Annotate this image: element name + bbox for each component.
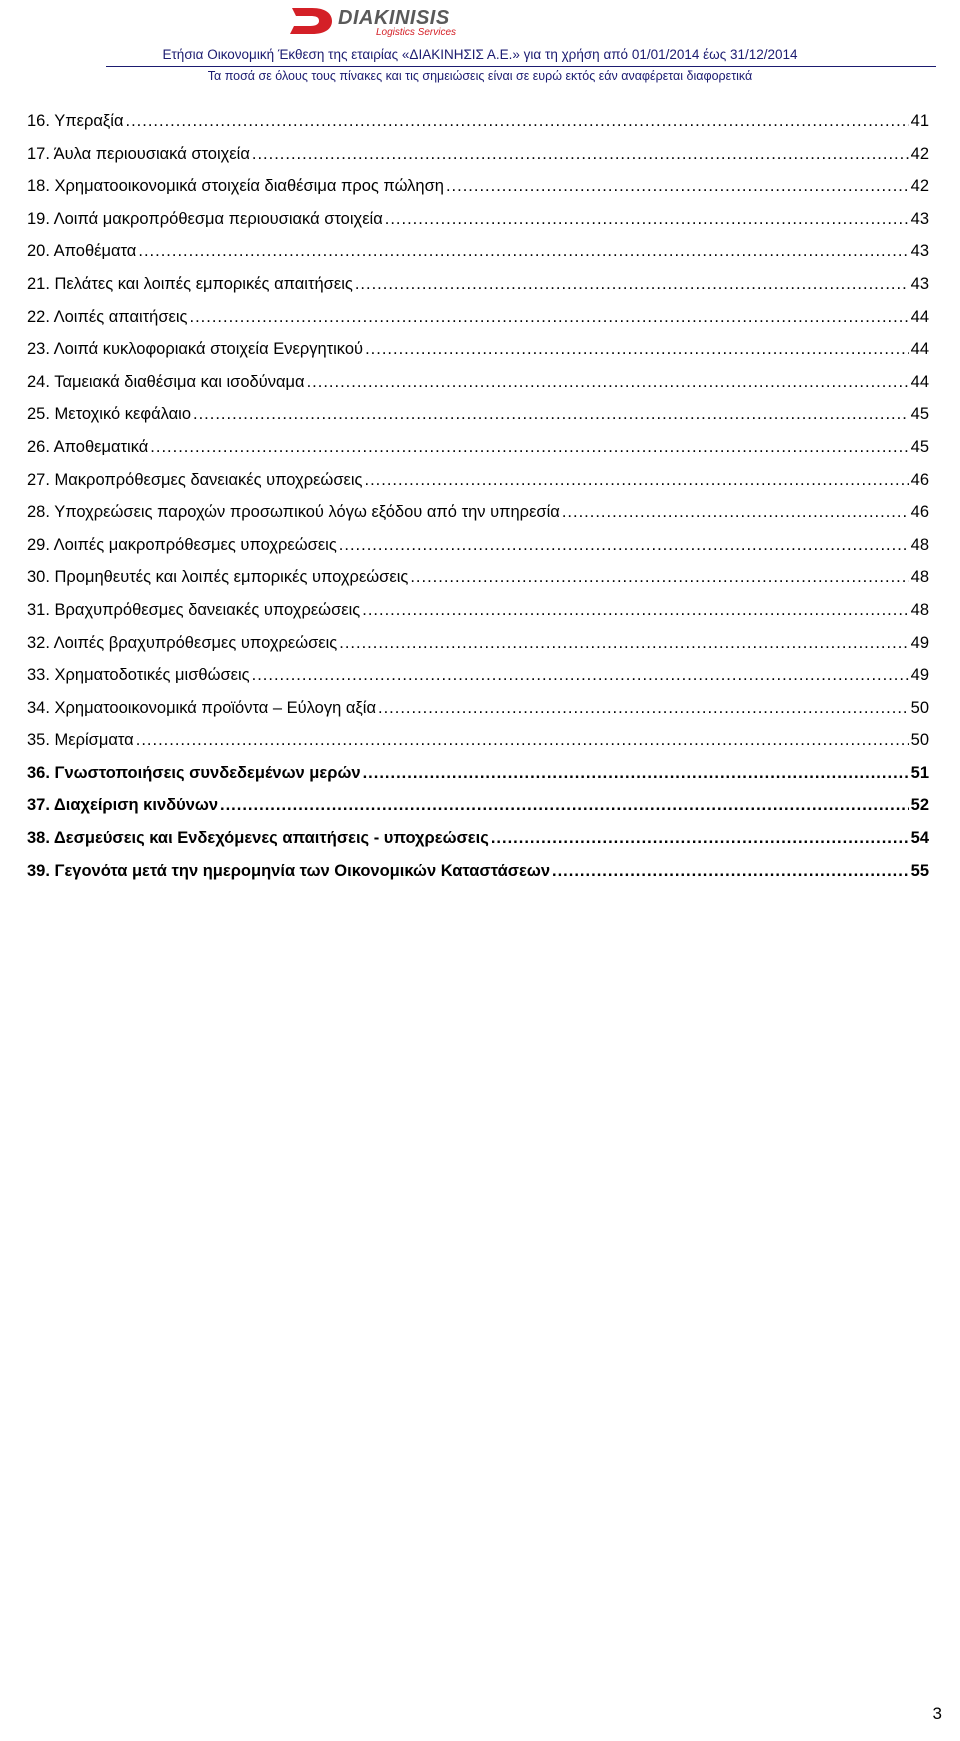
- toc-entry-label: 26. Αποθεματικά: [27, 437, 149, 456]
- toc-entry-page: 50: [910, 731, 929, 750]
- toc-entry[interactable]: [27, 860, 929, 893]
- toc-entry[interactable]: [27, 240, 929, 273]
- toc-entry[interactable]: [27, 794, 929, 827]
- toc-entry[interactable]: [27, 338, 929, 371]
- toc-leader-dots: [307, 371, 909, 393]
- toc-entry[interactable]: [27, 599, 929, 632]
- header-divider: [106, 66, 936, 67]
- toc-entry[interactable]: [27, 566, 929, 599]
- toc-entry[interactable]: [27, 501, 929, 534]
- report-title: Ετήσια Οικονομική Έκθεση της εταιρίας «ΔΙΑΚΙΝΗΣΙΣ Α.Ε.» για τη χρήση από 01/01/2014 έως 31/12/2014: [162, 47, 798, 62]
- company-logo: [288, 6, 518, 38]
- toc-entry-page: 46: [910, 503, 929, 522]
- toc-entry-label: 39. Γεγονότα μετά την ημερομηνία των Οικονομικών Καταστάσεων: [27, 861, 551, 880]
- toc-leader-dots: [378, 697, 909, 719]
- toc-entry[interactable]: [27, 697, 929, 730]
- toc-leader-dots: [446, 175, 909, 197]
- toc-entry-label: 27. Μακροπρόθεσμες δανειακές υποχρεώσεις: [27, 470, 363, 489]
- toc-leader-dots: [252, 143, 909, 165]
- toc-entry-label: 24. Ταμειακά διαθέσιμα και ισοδύναμα: [27, 372, 305, 391]
- toc-entry-page: 55: [910, 861, 929, 880]
- toc-leader-dots: [355, 273, 909, 295]
- toc-entry-page: 42: [910, 144, 929, 163]
- toc-entry-page: 43: [910, 274, 929, 293]
- toc-leader-dots: [552, 860, 909, 882]
- toc-entry[interactable]: [27, 729, 929, 762]
- toc-leader-dots: [562, 501, 909, 523]
- toc-entry-label: 36. Γνωστοποιήσεις συνδεδεμένων μερών: [27, 763, 361, 782]
- toc-entry-page: 43: [910, 242, 929, 261]
- toc-entry-page: 44: [910, 307, 929, 326]
- toc-entry-label: 29. Λοιπές μακροπρόθεσμες υποχρεώσεις: [27, 535, 337, 554]
- toc-entry-label: 32. Λοιπές βραχυπρόθεσμες υποχρεώσεις: [27, 633, 338, 652]
- toc-entry-page: 42: [910, 177, 929, 196]
- toc-entry-label: 35. Μερίσματα: [27, 731, 134, 750]
- logo-tagline: Logistics Services: [376, 27, 457, 38]
- toc-leader-dots: [193, 403, 909, 425]
- toc-entry[interactable]: [27, 534, 929, 567]
- currency-note: Τα ποσά σε όλους τους πίνακες και τις σημειώσεις είναι σε ευρώ εκτός εάν αναφέρεται διαφορετικά: [207, 69, 753, 83]
- toc-leader-dots: [491, 827, 909, 849]
- toc-leader-dots: [339, 632, 908, 654]
- toc-entry-label: 22. Λοιπές απαιτήσεις: [27, 307, 188, 326]
- toc-entry[interactable]: [27, 762, 929, 795]
- toc-entry-page: 50: [910, 698, 929, 717]
- toc-entry-label: 18. Χρηματοοικονομικά στοιχεία διαθέσιμα προς πώληση: [27, 177, 444, 196]
- toc-leader-dots: [364, 469, 908, 491]
- toc-entry-label: 31. Βραχυπρόθεσμες δανειακές υποχρεώσεις: [27, 600, 361, 619]
- toc-entry-page: 41: [910, 112, 929, 130]
- toc-entry-page: 45: [910, 437, 929, 456]
- toc-entry-label: 16. Υπεραξία: [27, 112, 124, 130]
- table-of-contents: [27, 110, 929, 892]
- toc-entry[interactable]: [27, 273, 929, 306]
- toc-entry-label: 20. Αποθέματα: [27, 242, 137, 261]
- toc-entry-label: 19. Λοιπά μακροπρόθεσμα περιουσιακά στοιχεία: [27, 209, 383, 228]
- toc-leader-dots: [363, 762, 909, 784]
- toc-leader-dots: [339, 534, 909, 556]
- toc-leader-dots: [136, 729, 909, 751]
- toc-entry[interactable]: [27, 175, 929, 208]
- toc-entry-label: 28. Υποχρεώσεις παροχών προσωπικού λόγω εξόδου από την υπηρεσία: [27, 503, 560, 522]
- toc-entry-page: 44: [910, 340, 929, 359]
- toc-entry-page: 43: [910, 209, 929, 228]
- toc-entry-page: 54: [910, 829, 929, 848]
- toc-leader-dots: [385, 208, 909, 230]
- toc-entry-label: 17. Άυλα περιουσιακά στοιχεία: [27, 144, 250, 163]
- toc-leader-dots: [150, 436, 908, 458]
- toc-entry-page: 46: [910, 470, 929, 489]
- toc-entry[interactable]: [27, 110, 929, 143]
- page-number: 3: [932, 1704, 942, 1723]
- toc-entry-page: 52: [910, 796, 929, 815]
- toc-entry-label: 23. Λοιπά κυκλοφοριακά στοιχεία Ενεργητικού: [27, 340, 364, 359]
- toc-entry[interactable]: [27, 403, 929, 436]
- toc-entry-label: 25. Μετοχικό κεφάλαιο: [27, 405, 192, 424]
- toc-entry-label: 37. Διαχείριση κινδύνων: [27, 796, 219, 815]
- toc-entry[interactable]: [27, 632, 929, 665]
- toc-entry-label: 38. Δεσμεύσεις και Ενδεχόμενες απαιτήσεις - υποχρεώσεις: [27, 829, 489, 848]
- toc-entry[interactable]: [27, 306, 929, 339]
- toc-entry-label: 34. Χρηματοοικονομικά προϊόντα – Εύλογη αξία: [27, 698, 376, 717]
- toc-entry-page: 48: [910, 568, 929, 587]
- toc-entry[interactable]: [27, 469, 929, 502]
- toc-entry-page: 45: [910, 405, 929, 424]
- toc-entry[interactable]: [27, 371, 929, 404]
- toc-entry-page: 48: [910, 535, 929, 554]
- toc-leader-dots: [220, 794, 909, 816]
- toc-leader-dots: [138, 240, 908, 262]
- toc-entry-page: 48: [910, 600, 929, 619]
- toc-entry[interactable]: [27, 827, 929, 860]
- toc-leader-dots: [126, 110, 909, 132]
- toc-entry-label: 30. Προμηθευτές και λοιπές εμπορικές υποχρεώσεις: [27, 568, 409, 587]
- toc-leader-dots: [252, 664, 909, 686]
- toc-entry-page: 44: [910, 372, 929, 391]
- diakinisis-d-logo-icon: [288, 6, 334, 36]
- toc-entry-page: 49: [910, 633, 929, 652]
- toc-entry[interactable]: [27, 664, 929, 697]
- toc-leader-dots: [410, 566, 908, 588]
- toc-entry[interactable]: [27, 436, 929, 469]
- toc-leader-dots: [190, 306, 909, 328]
- toc-entry[interactable]: [27, 208, 929, 241]
- toc-entry-label: 33. Χρηματοδοτικές μισθώσεις: [27, 666, 250, 685]
- toc-entry[interactable]: [27, 143, 929, 176]
- toc-entry-page: 51: [910, 763, 929, 782]
- toc-entry-label: 21. Πελάτες και λοιπές εμπορικές απαιτήσεις: [27, 274, 353, 293]
- logo-wordmark: DIAKINISIS: [338, 7, 450, 29]
- toc-leader-dots: [362, 599, 908, 621]
- toc-leader-dots: [365, 338, 909, 360]
- toc-entry-page: 49: [910, 666, 929, 685]
